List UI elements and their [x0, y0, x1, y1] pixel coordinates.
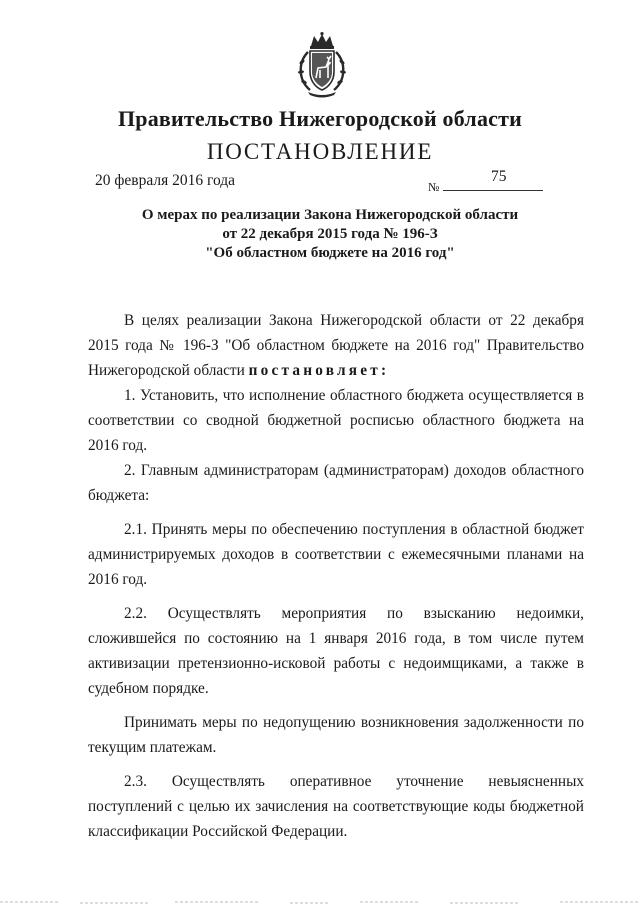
intro-text: В целях реализации Закона Нижегородской области от 22 декабря 2015 года № 196-З "Об областном бюджете на 2016 год" Правительство Нижегородской области [88, 312, 584, 379]
document-date: 20 февраля 2016 года [95, 172, 236, 189]
paragraph-2-2: 2.2. Осуществлять мероприятия по взысканию недоимки, сложившейся по состоянию на 1 января 2016 года, в том числе путем активизации претензионно-исковой работы с недоимщиками, а также в судебном порядке. [88, 605, 584, 697]
document-body [88, 308, 584, 844]
paragraph-2-2-continued: Принимать меры по недопущению возникновения задолженности по текущим платежам. [88, 714, 584, 756]
paragraph-2: 2. Главным администраторам (администраторам) доходов областного бюджета: [88, 462, 584, 504]
paragraph-intro [88, 308, 584, 383]
government-title: Правительство Нижегородской области [117, 106, 522, 131]
number-sign: № [428, 180, 440, 194]
subject-line-2: от 22 декабря 2015 года № 196-З [222, 226, 438, 242]
document-type: ПОСТАНОВЛЕНИЕ [206, 139, 434, 164]
document-number: 75 [491, 168, 507, 185]
number-underline [443, 190, 543, 191]
paragraph-2-3: 2.3. Осуществлять оперативное уточнение невыясненных поступлений с целью их зачисления на соответствующие коды бюджетной классификации Российской Федерации. [88, 773, 584, 840]
paragraph-2-1: 2.1. Принять меры по обеспечению поступления в областной бюджет администрируемых доходов в соответствии с ежемесячными планами на 2016 год. [88, 521, 584, 588]
paragraph-1: 1. Установить, что исполнение областного бюджета осуществляется в соответствии со сводной бюджетной росписью областного бюджета на 2016 год. [88, 387, 584, 454]
decree-word: постановляет: [248, 362, 390, 379]
scan-edge-marks [0, 899, 640, 905]
document-subject [120, 206, 540, 263]
subject-line-3: "Об областном бюджете на 2016 год" [205, 245, 455, 261]
subject-line-1: О мерах по реализации Закона Нижегородской области [141, 207, 519, 223]
coat-of-arms-icon [296, 32, 348, 98]
